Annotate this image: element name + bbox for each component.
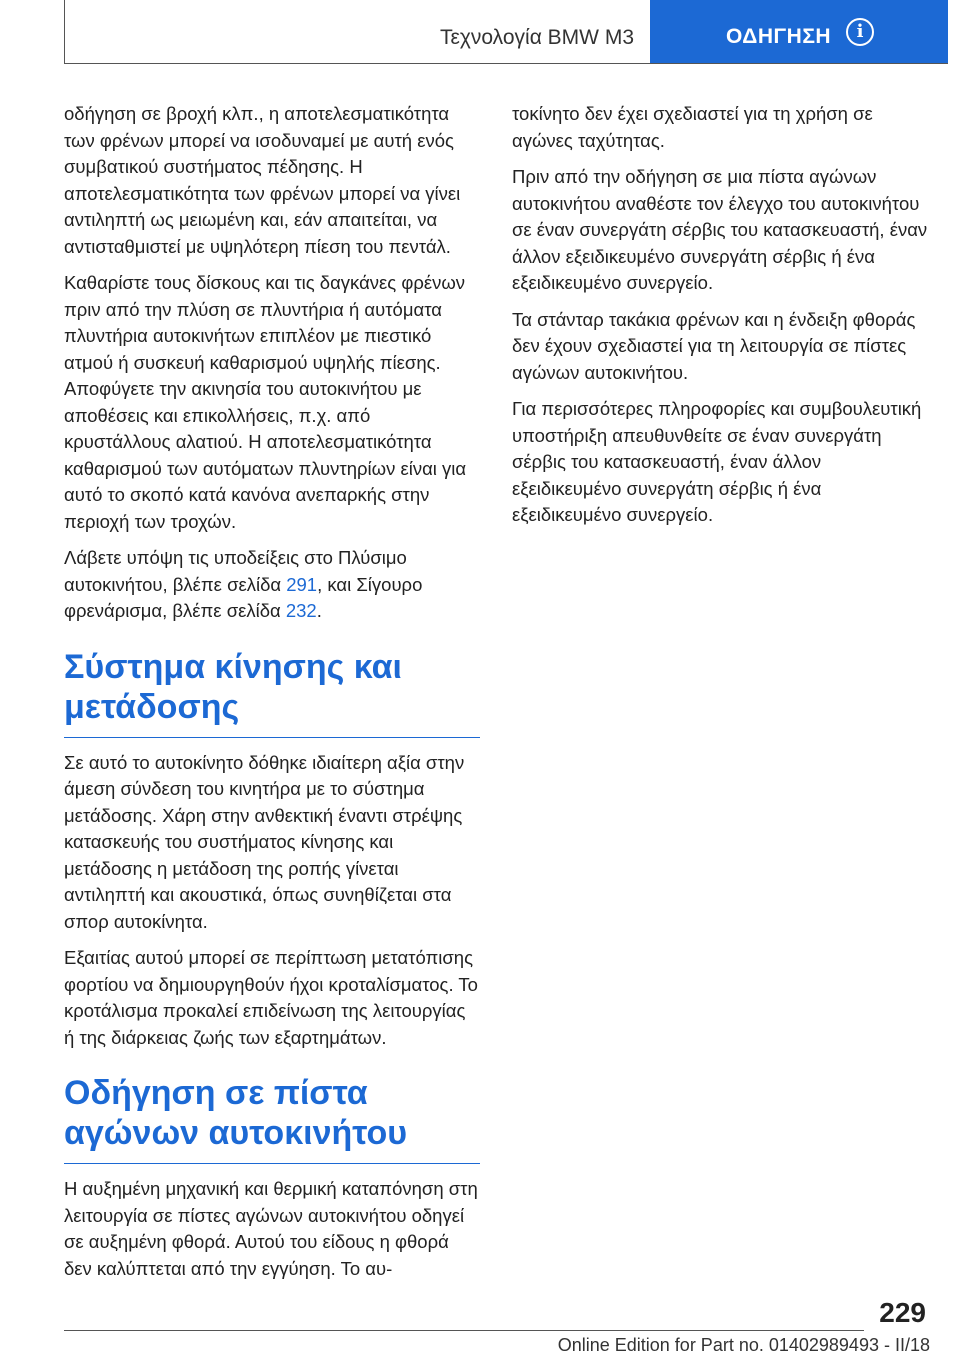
paragraph: Τα στάνταρ τακάκια φρένων και η ένδειξη φθοράς δεν έχουν σχεδιαστεί για τη λειτουργία σε πίστες αγώνων αυτοκινήτου.	[512, 308, 916, 383]
paragraph: τοκίνητο δεν έχει σχεδιαστεί για τη χρήση σε αγώνες ταχύτητας.	[512, 103, 873, 151]
section-tab-label: ΟΔΗΓΗΣΗ	[726, 25, 832, 48]
section-heading-drivetrain: Σύστημα κίνησης και μετάδοσης	[64, 647, 480, 738]
paragraph: Η αυξημένη μηχανική και θερμική καταπόνηση στη λειτουργία σε πίστες αγώνων αυτοκινήτου οδηγεί σε αυξημένη φθορά. Αυτού του είδους η φθορά δεν καλύπτεται από την εγγύηση. Το αυ-	[64, 1178, 478, 1279]
right-column	[512, 101, 928, 539]
left-column	[64, 101, 480, 1292]
text: .	[316, 600, 322, 621]
info-icon[interactable]: i	[846, 18, 874, 46]
section-heading-race-track: Οδήγηση σε πίστα αγώνων αυτοκινήτου	[64, 1073, 480, 1164]
header-title: Τεχνολογία BMW M3	[439, 26, 634, 49]
footer-edition: Online Edition for Part no. 01402989493 - II/18	[557, 1335, 930, 1355]
text: Λάβετε υπόψη τις υποδείξεις στο Πλύσιμο αυτοκινήτου, βλέπε σελίδα	[64, 547, 407, 595]
paragraph: Εξαιτίας αυτού μπορεί σε περίπτωση μετατόπισης φορτίου να δημιουργηθούν ήχοι κροταλίσματος. Το κροτάλισμα προκαλεί επιδείνωση της λειτουργίας ή της διάρκειας ζωής των εξαρτημάτων.	[64, 947, 478, 1048]
page-number: 229	[879, 1297, 926, 1328]
text: , και Σίγουρο φρενάρισμα, βλέπε σελίδα	[64, 573, 423, 621]
footer-divider	[64, 1330, 864, 1331]
page-header	[64, 0, 948, 64]
paragraph-with-links	[64, 545, 480, 625]
section-tab-driving[interactable]	[650, 0, 948, 63]
paragraph: Καθαρίστε τους δίσκους και τις δαγκάνες φρένων πριν από την πλύση σε πλυντήρια ή αυτόματα πλυντήρια αυτοκινήτων επιπλέον με πιεστικό ατμού ή συσκευή καθαρισμού υψηλής πίεσης. Αποφύγετε την ακινησία του αυτοκινήτου με αποθέσεις και επικολλήσεις, π.χ. από κρυστάλλους αλατιού. Η αποτελεσματικότητα καθαρισμού των αυτόματων πλυντηρίων είναι για αυτό το σκοπό κατά κανόνα ανεπαρκής στην περιοχή των τροχών.	[64, 272, 467, 532]
paragraph: Πριν από την οδήγηση σε μια πίστα αγώνων αυτοκινήτου αναθέστε τον έλεγχο του αυτοκινήτου σε έναν συνεργάτη σέρβις του κατασκευαστή, έναν άλλον εξειδικευμένο συνεργάτη σέρβις ή ένα εξειδικευμένο συνεργείο.	[512, 166, 928, 293]
paragraph: Σε αυτό το αυτοκίνητο δόθηκε ιδιαίτερη αξία στην άμεση σύνδεση του κινητήρα με το σύστημα μετάδοσης. Χάρη στην ανθεκτική έναντι στρέψης κατασκευής του συστήματος κίνησης και μετάδοσης η μετάδοση της ροπής γίνεται αντιληπτή και ακουστικά, όπως συνηθίζεται στα σπορ αυτοκίνητα.	[64, 751, 465, 932]
page-link-232[interactable]: 232	[285, 600, 317, 621]
paragraph: οδήγηση σε βροχή κλπ., η αποτελεσματικότητα των φρένων μπορεί να ισοδυναμεί με αυτή ενός συμβατικού συστήματος πέδησης. Η αποτελεσματικότητα των φρένων μπορεί να γίνει αντιληπτή ως μειωμένη και, εάν απαιτείται, να αντισταθμιστεί με υψηλότερη πίεση του πεντάλ.	[64, 103, 461, 257]
page-link-291[interactable]: 291	[286, 573, 318, 595]
paragraph: Για περισσότερες πληροφορίες και συμβουλευτική υποστήριξη απευθυνθείτε σε έναν συνεργάτη σέρβις του κατασκευαστή, έναν άλλον εξειδικευμένο συνεργάτη σέρβις ή ένα εξειδικευμένο συνεργείο.	[512, 398, 922, 525]
